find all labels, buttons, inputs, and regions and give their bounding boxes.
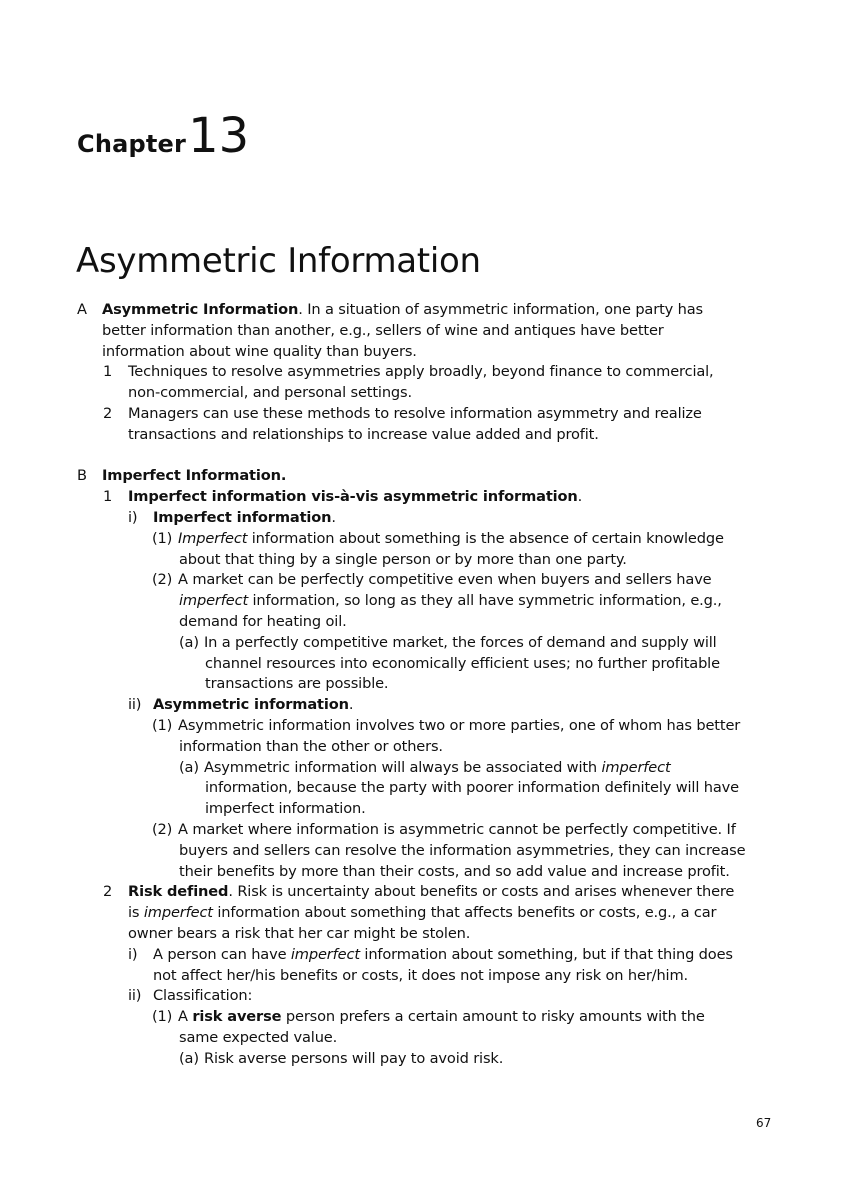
body-text: A market can be perfectly competitive even when buyers and sellers have xyxy=(178,571,712,589)
body-text: information, because the party with poorer information definitely will have xyxy=(205,779,739,797)
body-text: their benefits by more than their costs, and so add value and increase profit. xyxy=(179,862,730,880)
body-text: Asymmetric information involves two or more parties, one of whom has better xyxy=(178,716,741,734)
body-text: buyers and sellers can resolve the information asymmetries, they can increase xyxy=(179,841,746,859)
text-line xyxy=(77,570,777,591)
text-line xyxy=(77,966,777,987)
list-marker: (1) xyxy=(152,1008,173,1026)
body-text: Classification: xyxy=(153,987,253,1005)
bold-text: Asymmetric information xyxy=(153,696,349,714)
body-text: Techniques to resolve asymmetries apply broadly, beyond finance to commercial, xyxy=(128,363,714,381)
body-text: transactions are possible. xyxy=(205,675,389,693)
body-text: . In a situation of asymmetric information, one party has xyxy=(298,301,703,318)
italic-text: Imperfect xyxy=(178,529,248,547)
text-line xyxy=(77,695,777,716)
text-line xyxy=(77,758,777,779)
text-line xyxy=(77,404,777,425)
body-text: person prefers a certain amount to risky amounts with the xyxy=(281,1008,705,1026)
body-text: imperfect information. xyxy=(205,800,366,818)
body-text: . xyxy=(577,488,583,506)
body-text: Risk averse persons will pay to avoid risk. xyxy=(204,1049,504,1067)
text-line xyxy=(77,903,777,924)
chapter-heading xyxy=(77,108,249,164)
list-marker: ii) xyxy=(128,696,142,714)
list-marker: i) xyxy=(128,508,138,526)
body-text: owner bears a risk that her car might be stolen. xyxy=(128,924,471,942)
body-text: Asymmetric information will always be associated with xyxy=(204,758,602,776)
list-marker: 1 xyxy=(103,488,113,506)
body-text: transactions and relationships to increase value added and profit. xyxy=(128,425,599,443)
text-line xyxy=(77,342,777,363)
body-text: In a perfectly competitive market, the forces of demand and supply will xyxy=(204,633,717,651)
text-line xyxy=(77,529,777,550)
document-body xyxy=(77,300,777,1069)
text-line xyxy=(77,778,777,799)
list-marker: (2) xyxy=(152,820,173,838)
text-line xyxy=(77,799,777,820)
body-text: information about wine quality than buyers. xyxy=(102,342,417,360)
text-line xyxy=(77,612,777,633)
text-line xyxy=(77,674,777,695)
body-text: information, so long as they all have symmetric information, e.g., xyxy=(248,592,722,610)
list-marker: (1) xyxy=(152,529,173,547)
text-line xyxy=(77,1007,777,1028)
body-text: better information than another, e.g., sellers of wine and antiques have better xyxy=(102,321,664,339)
text-line xyxy=(77,820,777,841)
text-line xyxy=(77,1049,777,1070)
body-text: about that thing by a single person or by more than one party. xyxy=(179,550,627,568)
bold-text: risk averse xyxy=(192,1008,282,1026)
body-text: not affect her/his benefits or costs, it does not impose any risk on her/him. xyxy=(153,966,689,984)
text-line xyxy=(77,508,777,529)
list-marker: 1 xyxy=(103,363,113,381)
list-marker: (a) xyxy=(179,1049,199,1067)
text-line xyxy=(77,487,777,508)
body-text: channel resources into economically efficient uses; no further profitable xyxy=(205,654,720,672)
text-line xyxy=(77,862,777,883)
italic-text: imperfect xyxy=(290,945,360,963)
chapter-label: Chapter xyxy=(77,130,187,158)
body-text: same expected value. xyxy=(179,1028,338,1046)
text-line xyxy=(77,924,777,945)
text-line xyxy=(77,550,777,571)
list-marker: B xyxy=(77,467,87,485)
list-marker: i) xyxy=(128,945,138,963)
list-marker: (1) xyxy=(152,716,173,734)
text-line xyxy=(77,1028,777,1049)
text-line xyxy=(77,383,777,404)
text-line xyxy=(77,654,777,675)
body-text: information about something is the absence of certain knowledge xyxy=(247,529,724,547)
text-line xyxy=(77,841,777,862)
bold-text: Imperfect information vis-à-vis asymmetric information xyxy=(128,488,578,506)
body-text: . xyxy=(348,696,354,714)
bold-text: Asymmetric Information xyxy=(102,301,299,318)
body-text: . Risk is uncertainty about benefits or costs and arises whenever there xyxy=(228,883,735,901)
text-line xyxy=(77,425,777,446)
body-text: information than the other or others. xyxy=(179,737,443,755)
list-marker: A xyxy=(77,301,87,318)
body-text: information about something, but if that thing does xyxy=(359,945,733,963)
list-marker: (a) xyxy=(179,633,199,651)
text-line xyxy=(77,945,777,966)
body-text: demand for heating oil. xyxy=(179,612,347,630)
text-line xyxy=(77,591,777,612)
paragraph-gap xyxy=(77,446,777,467)
body-text: A person can have xyxy=(153,945,291,963)
text-line xyxy=(77,466,777,487)
body-text: Managers can use these methods to resolve information asymmetry and realize xyxy=(128,404,702,422)
list-marker: (a) xyxy=(179,758,199,776)
text-line xyxy=(77,321,777,342)
body-text: information about something that affects benefits or costs, e.g., a car xyxy=(212,904,717,922)
body-text: is xyxy=(128,904,144,922)
list-marker: ii) xyxy=(128,987,142,1005)
text-line xyxy=(77,633,777,654)
body-text: . xyxy=(331,508,336,526)
italic-text: imperfect xyxy=(601,758,671,776)
list-marker: 2 xyxy=(103,883,113,901)
body-text: A market where information is asymmetric cannot be perfectly competitive. If xyxy=(178,820,736,838)
bold-text: Imperfect Information. xyxy=(102,467,287,485)
page-number: 67 xyxy=(756,1116,772,1130)
chapter-number: 13 xyxy=(188,108,250,164)
section-title: Asymmetric Information xyxy=(76,241,481,281)
list-marker: (2) xyxy=(152,571,173,589)
text-line xyxy=(77,716,777,737)
text-line xyxy=(77,986,777,1007)
text-line xyxy=(77,362,777,383)
italic-text: imperfect xyxy=(143,904,213,922)
body-text: A xyxy=(178,1008,193,1026)
bold-text: Risk defined xyxy=(128,883,229,901)
italic-text: imperfect xyxy=(179,592,249,610)
text-line xyxy=(77,300,777,321)
body-text: non-commercial, and personal settings. xyxy=(128,384,412,402)
bold-text: Imperfect information xyxy=(153,508,332,526)
text-line xyxy=(77,882,777,903)
list-marker: 2 xyxy=(103,404,113,422)
text-line xyxy=(77,737,777,758)
